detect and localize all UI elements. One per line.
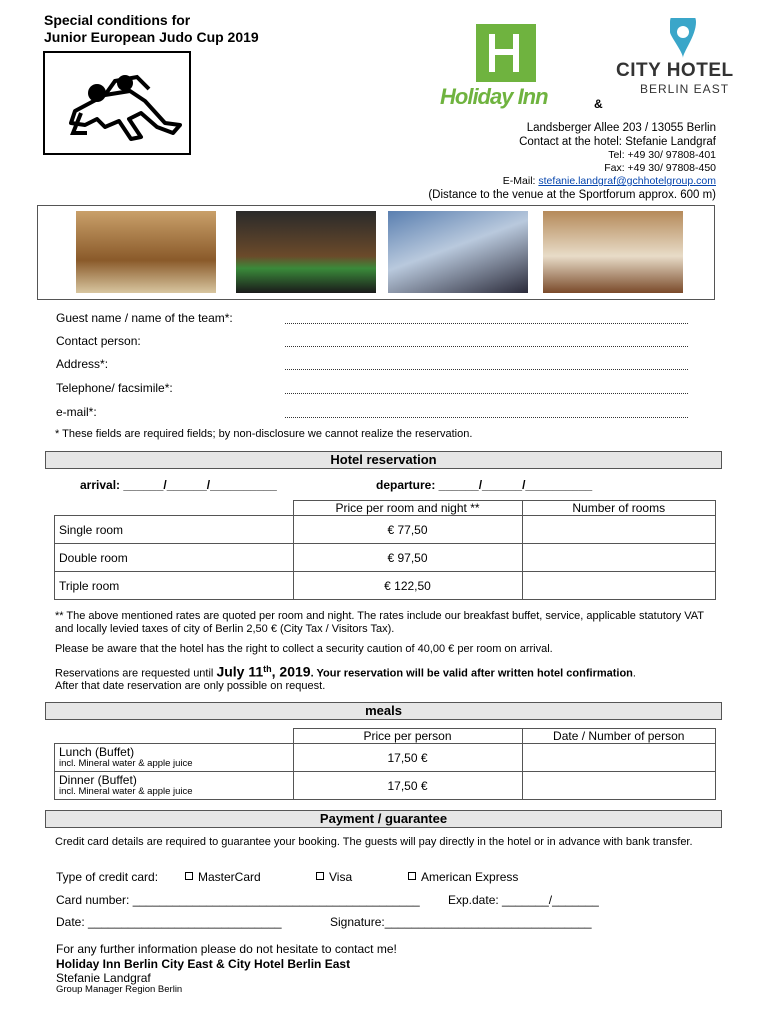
visa-option[interactable]: Visa [316,870,352,884]
ampersand: & [594,97,603,111]
after-date-note: After that date reservation are only possible on request. [55,680,326,692]
building-photo [388,211,528,293]
lunch-date-input[interactable] [522,744,716,772]
signature-field[interactable]: Signature:_______________________________ [330,915,592,929]
hotel-reservation-heading: Hotel reservation [45,451,722,469]
mastercard-option[interactable]: MasterCard [185,870,261,884]
judo-pictogram [43,51,191,155]
email-link[interactable]: stefanie.landgraf@gchhotelgroup.com [538,175,716,187]
city-hotel-logo: CITY HOTEL BERLIN EAST [608,18,758,106]
hotel-photos [37,205,715,300]
checkbox-icon[interactable] [316,872,324,880]
address-label: Address*: [56,357,109,371]
contact-person-field[interactable] [285,345,688,347]
restaurant-photo [236,211,376,293]
table-row [55,516,716,544]
footer-contact-line: For any further information please do not hesitate to contact me! [56,942,397,956]
col-price-header: Price per room and night ** [293,501,522,516]
meal-price: 17,50 € [293,772,522,800]
meal-price: 17,50 € [293,744,522,772]
checkbox-icon[interactable] [185,872,193,880]
holiday-inn-logo: Holiday Inn [440,20,580,112]
room-type: Single room [55,516,294,544]
rooms-input-single[interactable] [522,516,716,544]
dinner-date-input[interactable] [522,772,716,800]
meal-detail: incl. Mineral water & apple juice [59,785,193,797]
room-price: € 77,50 [293,516,522,544]
departure-field[interactable]: departure: ______/______/__________ [376,478,593,492]
document-title: Special conditions for Junior European Judo Cup 2019 [44,12,259,45]
bedroom-photo [543,211,683,293]
room-price: € 122,50 [293,572,522,600]
room-price: € 97,50 [293,544,522,572]
amex-option[interactable]: American Express [408,870,518,884]
rooms-input-triple[interactable] [522,572,716,600]
meal-name: Dinner (Buffet) [59,772,137,787]
telephone-field[interactable] [285,392,688,394]
room-table [54,500,716,600]
payment-intro: Credit card details are required to guarantee your booking. The guests will pay directly in the hotel or in advance with bank transfer. [55,836,693,848]
footer-hotel-name: Holiday Inn Berlin City East & City Hotel Berlin East [56,957,351,971]
room-type: Double room [55,544,294,572]
col-rooms-header: Number of rooms [522,501,716,516]
guest-name-field[interactable] [285,322,688,324]
address-field[interactable] [285,368,688,370]
rooms-input-double[interactable] [522,544,716,572]
room-type: Triple room [55,572,294,600]
required-note: * These fields are required fields; by non-disclosure we cannot realize the reservation. [55,428,473,440]
meals-table [54,728,716,800]
table-row [55,572,716,600]
meals-price-header: Price per person [293,729,522,744]
lobby-photo [76,211,216,293]
meal-detail: incl. Mineral water & apple juice [59,757,193,769]
caution-note: Please be aware that the hotel has the right to collect a security caution of 40,00 € per room on arrival. [55,643,553,655]
exp-date-field[interactable]: Exp.date: _______/_______ [448,893,599,907]
meals-heading: meals [45,702,722,720]
date-field[interactable]: Date: _____________________________ [56,915,282,929]
card-type-label: Type of credit card: [56,870,159,884]
table-row [55,744,716,772]
email-label: e-mail*: [56,405,97,419]
payment-heading: Payment / guarantee [45,810,722,828]
meal-name: Lunch (Buffet) [59,744,135,759]
checkbox-icon[interactable] [408,872,416,880]
meals-date-header: Date / Number of person [522,729,716,744]
deadline-note: Reservations are requested until July 11th, 2019. Your reservation will be valid after written hotel confirmation. [55,663,636,680]
email-field[interactable] [285,416,688,418]
contact-person-label: Contact person: [56,334,141,348]
footer-signer-title: Group Manager Region Berlin [56,984,183,995]
telephone-label: Telephone/ facsimile*: [56,381,173,395]
rates-note: ** The above mentioned rates are quoted per room and night. The rates include our breakfast buffet, service, applicable statutory VAT and locally levied taxes of city of Berlin 2,50 € (City Tax / Visitors Tax). [55,610,704,635]
arrival-field[interactable]: arrival: ______/______/__________ [80,478,277,492]
table-row [55,544,716,572]
guest-name-label: Guest name / name of the team*: [56,311,233,325]
table-row [55,772,716,800]
card-number-field[interactable]: Card number: ___________________________________________ [56,893,420,907]
footer-signer: Stefanie Landgraf [56,971,151,985]
hotel-contact-block: Landsberger Allee 203 / 13055 Berlin Contact at the hotel: Stefanie Landgraf Tel: +49 30/ 97808-401 Fax: +49 30/ 97808-450 E-Mail: stefanie.landgraf@gchhotelgroup.com (Distance to the venue at the Sportforum approx. 600 m) [428,122,716,201]
